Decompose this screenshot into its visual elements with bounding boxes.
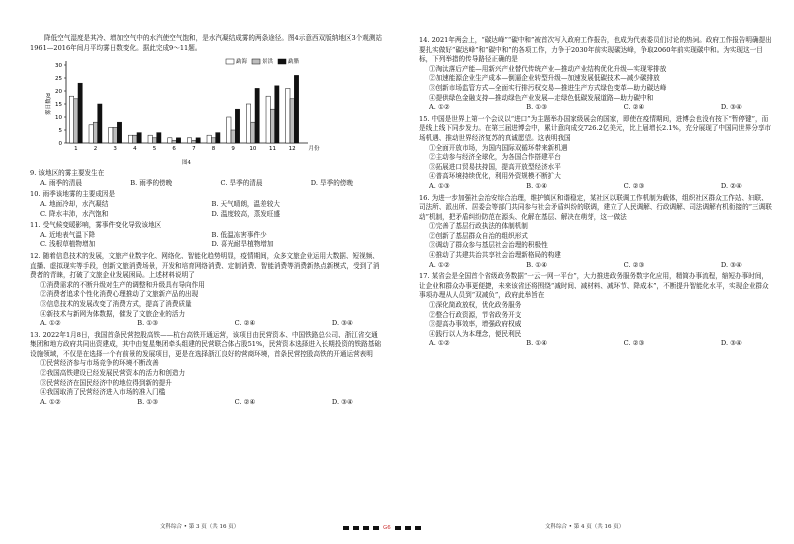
legend-swatch [226, 59, 234, 64]
q14-item-1: ①淘汰落后产能—用新兴产业替代传统产业—推动产业结构优化升级—实现零排放 [429, 64, 667, 73]
q15-stem: 15. 中国是世界上第一个会议以“进口”为主题举办国家级展会的国家，即使在疫情期间，进博会也没有按下“暂停键”，而是线上线下同步发力。在第三届进博会中，累计意向成交726.2亿美元，比上届增长2.1%，充分展现了中国同世界分享市场机遇、推动世界经济复苏的真诚愿望。这表明我国 [419, 114, 772, 142]
q12-option-a: A. ①② [40, 319, 61, 328]
bar-勐腊-2 [98, 104, 102, 143]
bar-勐海-9 [227, 117, 231, 143]
q11-option-d: D. 喜光耐旱植物增加 [211, 240, 274, 249]
bar-勐腊-3 [117, 122, 121, 143]
q16-stem: 16. 为进一步加强社会治安综合治理，维护镇区和谐稳定，某社区以联调工作机制为载体，组织社区群众工作站、妇联、司法所、派出所、居委会等部门共同参与社会矛盾纠纷的联调，建立了人民调解、行政调解、司法调解有机衔接的“三调联动”机制，把矛盾纠纷防范在源头、化解在基层、解决在萌芽，这一做法 [419, 193, 772, 221]
q13-option-a: A. ①② [40, 397, 61, 406]
q16-item-3: ③调动了群众参与基层社会治理的积极性 [429, 241, 548, 250]
registration-block [373, 526, 379, 530]
center-code: G6 [383, 525, 391, 531]
q15-option-b: B. ①④ [526, 181, 548, 190]
q13-item-1: ①民营经济参与市场竞争的环境不断改善 [40, 359, 159, 368]
q10-stem: 10. 雨季该地雾的主要成因是 [30, 190, 116, 199]
q15-option-d: D. ②④ [720, 181, 742, 190]
x-tick-label: 1 [74, 146, 78, 153]
right-page-footer: 文科综合 • 第 4 页（共 16 页） [545, 524, 625, 530]
bar-勐腊-11 [275, 86, 279, 143]
q17-options [419, 339, 772, 349]
q9-option-d: D. 旱季的傍晚 [310, 178, 353, 187]
q9-option-c: C. 旱季的清晨 [220, 178, 263, 187]
bar-景洪-4 [133, 135, 137, 143]
q11-option-b: B. 低温冻害事件少 [211, 230, 267, 239]
bar-勐海-4 [128, 135, 132, 143]
right-page [397, 0, 794, 544]
q15-option-a: A. ①③ [429, 181, 450, 190]
legend-label: 勐海 [236, 59, 248, 66]
q14-item-4: ④提供绿色金融支持—推动绿色产业发展—走绿色低碳发展道路—助力碳中和 [429, 93, 654, 102]
q15-item-4: ④普高环境持续优化，利用外资规模不断扩大 [429, 172, 561, 181]
bar-景洪-5 [152, 138, 156, 143]
x-tick-label: 3 [113, 146, 117, 153]
bar-景洪-10 [251, 122, 255, 143]
q12-stem: 12. 随着信息技术的发展，文旅产业数字化、网络化、智能化趋势明显，疫情期间，众多文旅企业运用大数据、短视频、直播、虚拟现实等手段，创新文旅消费场景，开发和培育网络消费、定制消费、智能消费等消费新热点新模式，受到了消费者的青睐，打破了文旅企业发展困局。上述材料说明了 [30, 251, 380, 280]
q12-item-2: ②消费者追求个性化消费心理推动了文旅新产品的出现 [40, 290, 199, 299]
q14-option-a: A. ①② [429, 103, 450, 112]
chart-svg [30, 55, 330, 155]
bar-勐腊-10 [255, 89, 259, 144]
bar-勐海-8 [207, 135, 211, 143]
bar-勐海-10 [246, 104, 250, 143]
q13-option-c: C. ②④ [234, 397, 256, 406]
q16-options [419, 261, 772, 271]
x-axis-label: 月份 [308, 146, 320, 153]
q15-options [419, 182, 772, 192]
q13-stem: 13. 2022年1月8日，我国首条民营控股高铁——杭台高铁开通运营，该项目由民营资本、中国铁路总公司、浙江省交通集团和地方政府共同出资建成，其中由复星集团牵头组建的民营联合体占股51%，民营资本选择进入长期投资的铁路基础设施领域，不仅是在选择一个有前景的发展项目，更是在选择浙江良好的营商环境，首条民营控股高铁的开通运营表明 [30, 330, 381, 358]
q11-option-c: C. 浅根草植物增加 [40, 240, 96, 249]
bar-勐海-7 [187, 138, 191, 143]
q17-item-2: ②整合行政资源，节省政务开支 [429, 310, 522, 319]
bar-勐腊-4 [137, 133, 141, 143]
bar-景洪-9 [231, 130, 235, 143]
q12-option-c: C. ②④ [234, 319, 256, 328]
right-column [419, 34, 772, 349]
q14-stem: 14. 2021年两会上，“碳达峰”“碳中和”被首次写入政府工作报告，也成为代表委员们讨论的热词。政府工作报告明确提出要扎实做好“碳达峰”和“碳中和”的各项工作，力争于2030年前实现碳达峰，争取2060年前实现碳中和。为实现这一目标，下列举措的传导路径正确的是 [419, 36, 772, 64]
q10-option-d: D. 温度较高，蒸发旺盛 [211, 209, 281, 218]
bar-景洪-6 [172, 141, 176, 144]
q17-option-c: C. ②③ [623, 339, 645, 348]
bar-勐海-2 [89, 125, 93, 143]
y-tick-label: 20 [55, 89, 62, 96]
q13-options [30, 398, 383, 408]
q16-option-d: D. ③④ [720, 260, 742, 269]
legend-label: 景洪 [262, 59, 274, 66]
legend-swatch [252, 59, 260, 64]
q14-option-d: D. ③④ [720, 103, 742, 112]
y-tick-label: 0 [58, 141, 62, 148]
q9-option-a: A. 雨季的清晨 [40, 178, 82, 187]
q13-item-4: ④我国取消了民营经济进入市场的准入门槛 [40, 388, 166, 397]
q14-option-c: C. ②④ [623, 103, 645, 112]
bar-勐海-6 [168, 138, 172, 143]
q17-stem: 17. 某省会是全国首个省级政务数据“一云一网一平台”，大力推进政务服务数字化应用，精简办事流程，缩短办事时间，让企业和群众办事更便捷，未来该省还将围绕“减时间、减材料、减环节、降成本”，不断提升智能化水平，实现企业群众事项办理从人员到“双减负”，政府此举旨在 [419, 272, 769, 300]
x-tick-label: 7 [192, 146, 196, 153]
q16-item-2: ②创新了基层群众自治的组织形式 [429, 231, 528, 240]
x-tick-label: 2 [93, 146, 98, 153]
q17-item-4: ④践行以人为本理念，便民利民 [429, 329, 522, 338]
q16-option-a: A. ①② [429, 260, 450, 269]
q13-item-2: ②我国高铁建设已经发展民营资本的活力和创造力 [40, 369, 186, 378]
q14-options [419, 103, 772, 113]
q10-option-a: A. 地面冷却，水汽凝结 [40, 199, 109, 208]
q16-option-c: C. ②③ [623, 260, 645, 269]
y-tick-label: 30 [55, 63, 62, 70]
y-tick-label: 5 [58, 128, 62, 135]
q15-option-c: C. ②③ [623, 181, 645, 190]
x-tick-label: 8 [211, 146, 216, 153]
q12-option-d: D. ③④ [331, 319, 353, 328]
left-column [30, 34, 383, 407]
q9-stem: 9. 该地区的雾主要发生在 [30, 169, 105, 178]
y-tick-label: 15 [55, 102, 62, 109]
legend-swatch [278, 59, 286, 64]
q17-option-b: B. ①④ [526, 339, 548, 348]
q17-option-a: A. ①② [429, 339, 450, 348]
q14-option-b: B. ①③ [526, 103, 548, 112]
bar-勐腊-5 [157, 133, 161, 143]
bar-勐海-12 [286, 89, 290, 144]
q16-option-b: B. ①④ [526, 260, 548, 269]
registration-block [363, 526, 369, 530]
bar-景洪-3 [113, 128, 117, 144]
bar-勐海-1 [69, 96, 73, 143]
q12-item-4: ④新技术与新网为体数据，催发了文旅企业的活力 [40, 309, 186, 318]
x-tick-label: 10 [249, 146, 257, 153]
q14-item-2: ②加速能源企业生产成本—倒逼企业转型升级—加速发展低碳技术—减少碳排放 [429, 74, 660, 83]
q11-stem: 11. 受气候变暖影响，雾事件变化导致该地区 [30, 221, 162, 230]
y-axis-label: 雾日数/d [46, 93, 52, 116]
bar-景洪-8 [211, 138, 215, 143]
q9-option-b: B. 雨季的傍晚 [130, 178, 173, 187]
q10-option-c: C. 降水丰沛，水汽饱和 [40, 209, 109, 218]
x-tick-label: 12 [288, 146, 296, 153]
x-tick-label: 6 [172, 146, 176, 153]
figure-caption: 图4 [182, 160, 191, 167]
q13-option-b: B. ①③ [137, 397, 159, 406]
q12-item-3: ③信息技术的发展改变了消费方式，提高了消费质量 [40, 299, 192, 308]
intro-paragraph: 降低空气湿度是其冷、增加空气中的水汽使空气饱和，是水汽凝结成雾的两条途径。图4示意西双版纳地区3个观测站1961—2016年间月平均雾日数变化。据此完成9～11题。 [30, 34, 383, 52]
bar-勐腊-8 [216, 133, 220, 143]
bar-景洪-7 [192, 141, 196, 144]
q15-item-1: ①全面开放市场，为国内国际双循环带来新机遇 [429, 143, 568, 152]
y-tick-label: 25 [55, 76, 62, 83]
q12-options [30, 319, 383, 329]
q12-item-1: ①消费需求的不断升级对生产的调整和升级具有导向作用 [40, 280, 205, 289]
bar-景洪-11 [270, 109, 274, 143]
bar-勐腊-12 [294, 76, 298, 144]
q17-item-3: ③提高办事效率，增强政府权威 [429, 320, 522, 329]
q9-options [30, 179, 383, 189]
q11-option-a: A. 近地表气温下降 [40, 230, 96, 239]
bar-勐海-5 [148, 135, 152, 143]
q17-option-d: D. ③④ [720, 339, 742, 348]
bar-景洪-2 [93, 122, 97, 143]
q14-item-3: ③创新市场监管方式—全面实行排污权交易—推进生产方式绿色变革—助力碳达峰 [429, 83, 667, 92]
q16-item-1: ①完善了基层行政执法的体制机制 [429, 222, 528, 231]
bar-勐腊-1 [78, 83, 82, 143]
bar-景洪-12 [290, 99, 294, 143]
legend-label: 勐腊 [288, 59, 300, 66]
bar-勐海-3 [109, 128, 113, 144]
left-page-footer: 文科综合 • 第 3 页（共 16 页） [160, 524, 240, 530]
x-tick-label: 11 [269, 146, 276, 153]
q16-item-4: ④推动了共建共治共享社会治理新格局的构建 [429, 251, 561, 260]
fog-days-chart [30, 55, 383, 159]
q17-item-1: ①深化简政放权，优化政务服务 [429, 301, 522, 310]
q10-options [30, 200, 383, 219]
q15-item-3: ③拓展进口贸易扶持国，提高开放型经济水平 [429, 162, 561, 171]
registration-block [353, 526, 359, 530]
q15-item-2: ②主动参与经济全球化，为各国合作搭建平台 [429, 153, 561, 162]
y-tick-label: 10 [55, 115, 62, 122]
bar-勐腊-9 [235, 109, 239, 143]
q11-options [30, 231, 383, 250]
x-tick-label: 5 [152, 146, 157, 153]
q13-option-d: D. ③④ [331, 397, 353, 406]
q12-option-b: B. ①③ [137, 319, 159, 328]
x-tick-label: 4 [133, 146, 137, 153]
bar-勐腊-6 [176, 138, 180, 143]
x-tick-label: 9 [231, 146, 235, 153]
bar-勐腊-7 [196, 138, 200, 143]
bar-景洪-1 [74, 99, 78, 143]
q10-option-b: B. 天气晴朗，温差较大 [211, 199, 280, 208]
bar-勐海-11 [266, 96, 270, 143]
q13-item-3: ③民营经济在国民经济中的地位得到新的提升 [40, 378, 172, 387]
registration-block [343, 526, 349, 530]
